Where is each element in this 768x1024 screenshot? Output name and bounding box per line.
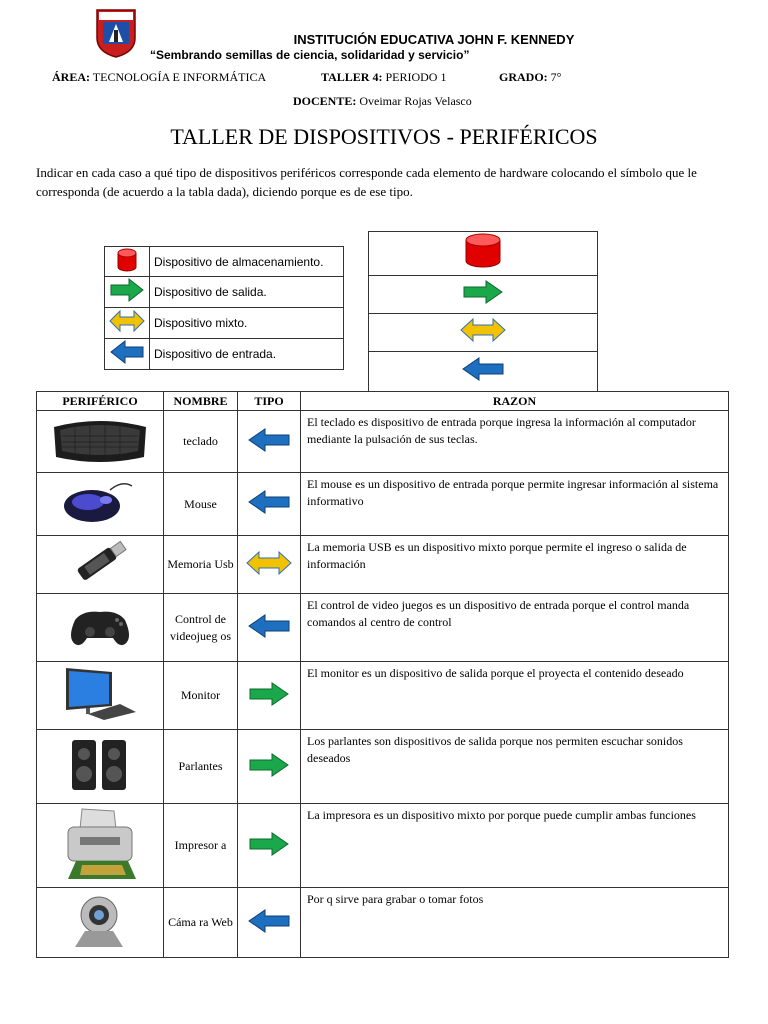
legend-row xyxy=(105,277,344,308)
grado-label: GRADO: xyxy=(499,70,548,84)
legend-row xyxy=(105,247,344,277)
input-arrow-icon xyxy=(247,907,291,935)
school-name: INSTITUCIÓN EDUCATIVA JOHN F. KENNEDY xyxy=(293,32,575,47)
device-name: Control de videojueg os xyxy=(164,594,238,662)
docente-label: DOCENTE: xyxy=(293,94,357,108)
device-reason: El monitor es un dispositivo de salida porque el proyecta el contenido deseado xyxy=(301,662,729,730)
col-header-nombre: NOMBRE xyxy=(164,392,238,411)
output-arrow-icon xyxy=(248,681,290,707)
peripherals-table xyxy=(36,391,729,958)
storage-cylinder-icon xyxy=(116,248,138,272)
area-value: TECNOLOGÍA E INFORMÁTICA xyxy=(92,70,267,84)
usb-image xyxy=(65,537,135,589)
device-name: Cáma ra Web xyxy=(164,888,238,958)
table-row xyxy=(37,730,729,804)
grado-value: 7° xyxy=(550,70,562,84)
symbols-table xyxy=(368,231,598,392)
table-row xyxy=(37,473,729,536)
device-reason: La memoria USB es un dispositivo mixto porque permite el ingreso o salida de información xyxy=(301,536,729,594)
table-row xyxy=(37,411,729,473)
legend-label: Dispositivo de entrada. xyxy=(150,339,344,370)
device-reason: El mouse es un dispositivo de entrada porque permite ingresar información al sistema informativo xyxy=(301,473,729,536)
device-reason: La impresora es un dispositivo mixto por porque puede cumplir ambas funciones xyxy=(301,804,729,888)
taller-label: TALLER 4: xyxy=(321,70,383,84)
input-arrow-icon xyxy=(247,612,291,640)
device-reason: El teclado es dispositivo de entrada porque ingresa la información al computador mediante la pulsación de sus teclas. xyxy=(301,411,729,473)
table-row xyxy=(37,594,729,662)
monitor-image xyxy=(60,664,140,724)
output-arrow-icon xyxy=(109,277,145,303)
mouse-image xyxy=(60,476,140,528)
device-name: teclado xyxy=(164,411,238,473)
table-row xyxy=(37,888,729,958)
table-row xyxy=(37,536,729,594)
area-label: ÁREA: xyxy=(52,70,90,84)
device-reason: El control de video juegos es un dispositivo de entrada porque el control manda comandos al centro de control xyxy=(301,594,729,662)
legend-label: Dispositivo mixto. xyxy=(150,308,344,339)
col-header-razon: RAZON xyxy=(301,392,729,411)
legend-row xyxy=(105,339,344,370)
table-row xyxy=(37,662,729,730)
input-arrow-icon xyxy=(247,488,291,516)
table-header-row xyxy=(37,392,729,411)
device-name: Memoria Usb xyxy=(164,536,238,594)
mixed-arrow-icon xyxy=(459,316,507,344)
device-reason: Los parlantes son dispositivos de salida porque nos permiten escuchar sonidos deseados xyxy=(301,730,729,804)
page-title: TALLER DE DISPOSITIVOS - PERIFÉRICOS xyxy=(170,124,598,149)
device-name: Mouse xyxy=(164,473,238,536)
instructions: Indicar en cada caso a qué tipo de dispositivos periféricos corresponde cada elemento de hardware colocando el símbolo que le corresponda (de acuerdo a la tabla dada), diciendo porque es de ese tipo. xyxy=(36,165,697,199)
input-arrow-icon xyxy=(461,355,505,383)
taller-value: PERIODO 1 xyxy=(385,70,447,84)
output-arrow-icon xyxy=(248,752,290,778)
legend-table xyxy=(104,246,344,370)
output-arrow-icon xyxy=(248,831,290,857)
device-name: Parlantes xyxy=(164,730,238,804)
col-header-periferico: PERIFÉRICO xyxy=(37,392,164,411)
school-motto: “Sembrando semillas de ciencia, solidaridad y servicio” xyxy=(150,48,470,62)
docente-value: Oveimar Rojas Velasco xyxy=(359,94,472,108)
input-arrow-icon xyxy=(247,426,291,454)
legend-row xyxy=(105,308,344,339)
taller-field xyxy=(321,70,446,85)
device-name: Monitor xyxy=(164,662,238,730)
speakers-image xyxy=(68,736,132,794)
mixed-arrow-icon xyxy=(108,308,146,334)
area-field xyxy=(52,70,266,85)
input-arrow-icon xyxy=(109,339,145,365)
device-name: Impresor a xyxy=(164,804,238,888)
gamepad-image xyxy=(65,600,135,652)
legend-label: Dispositivo de salida. xyxy=(150,277,344,308)
keyboard-image xyxy=(50,413,150,467)
storage-cylinder-icon xyxy=(463,233,503,269)
table-row xyxy=(37,804,729,888)
grado-field xyxy=(499,70,561,85)
legend-label: Dispositivo de almacenamiento. xyxy=(150,247,344,277)
col-header-tipo: TIPO xyxy=(238,392,301,411)
device-reason: Por q sirve para grabar o tomar fotos xyxy=(301,888,729,958)
output-arrow-icon xyxy=(462,279,504,305)
mixed-arrow-icon xyxy=(245,549,293,577)
docente-field xyxy=(293,94,472,109)
printer-image xyxy=(58,805,142,883)
webcam-image xyxy=(65,891,135,951)
